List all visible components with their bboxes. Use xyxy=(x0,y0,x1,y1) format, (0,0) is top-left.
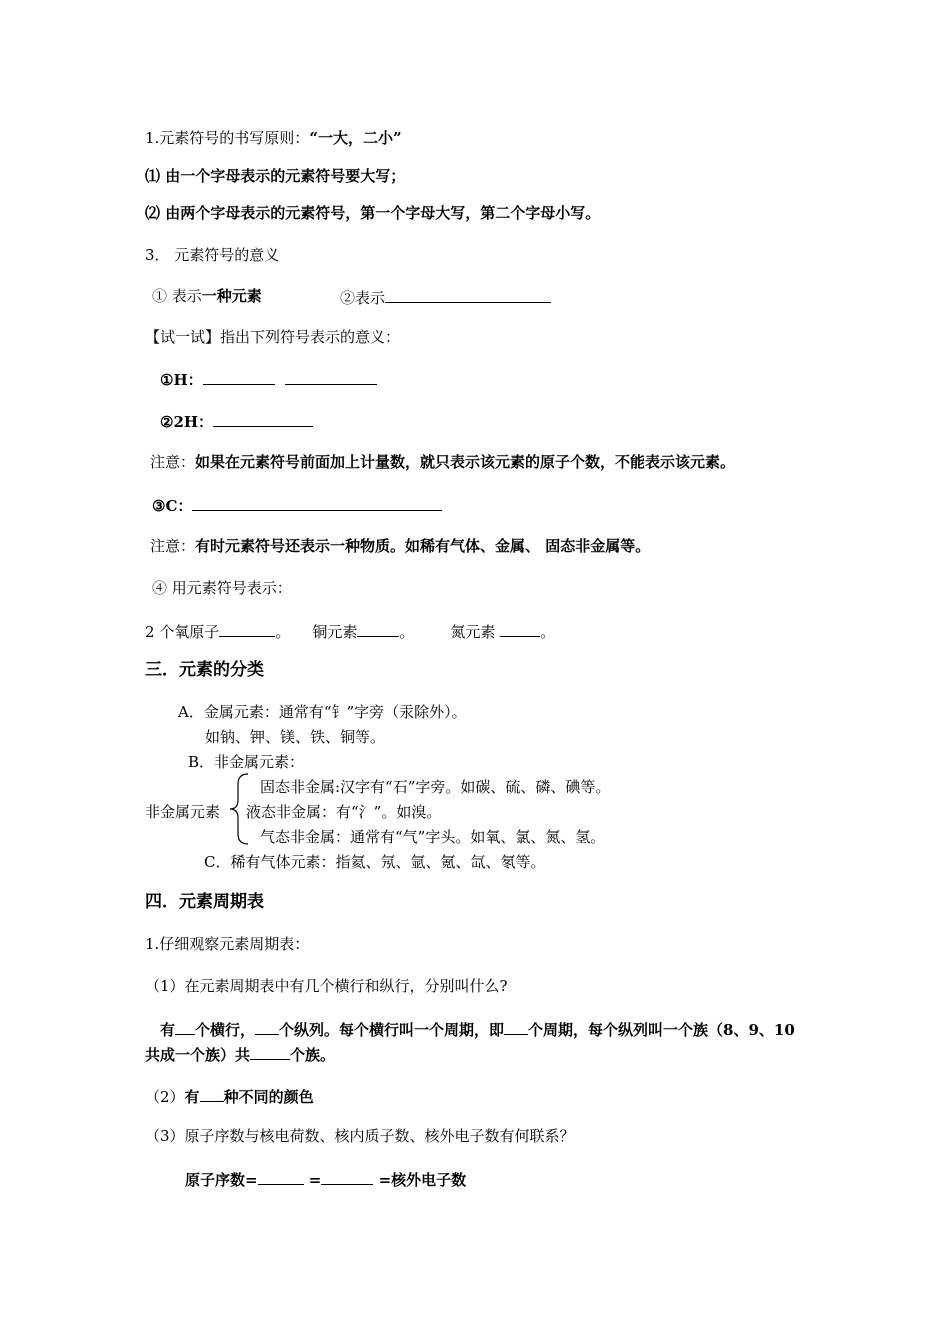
try-instruction: 指出下列符号表示的意义： xyxy=(220,328,401,346)
writing-rule-line xyxy=(145,128,402,148)
h-blank-2[interactable] xyxy=(285,368,377,385)
answer-text-a: 有 xyxy=(160,1021,176,1039)
note-line-2 xyxy=(150,536,650,556)
meaning-two-line xyxy=(340,286,551,308)
copper-element-label: 铜元素 xyxy=(312,623,358,641)
note-text-1: 如果在元素符号前面加上计量数，就只表示该元素的原子个数，不能表示该元素。 xyxy=(195,453,736,471)
try-label: 【试一试】 xyxy=(145,328,221,346)
answer-text-c: 个纵列。每个横行叫一个周期，即 xyxy=(279,1021,505,1039)
meaning-two-text: ②表示 xyxy=(340,289,386,307)
answer-text-b: 个横行， xyxy=(195,1021,256,1039)
colors-blank[interactable] xyxy=(200,1085,224,1102)
symbol-use-heading: ④ 用元素符号表示： xyxy=(152,579,292,597)
note-text-2: 有时元素符号还表示一种物质。如稀有气体、金属、 固态非金属等。 xyxy=(195,537,651,555)
electron-count-label: =核外电子数 xyxy=(373,1171,467,1189)
note-label-2: 注意： xyxy=(150,537,196,555)
meaning-one-emphasis: 一种元素 xyxy=(201,287,262,305)
colors-question xyxy=(145,1085,314,1107)
writing-rule-emphasis: “一大，二小” xyxy=(309,129,402,147)
h-question-label: ①H： xyxy=(160,371,203,389)
answer-text-f: 个族。 xyxy=(290,1046,336,1064)
c-blank[interactable] xyxy=(192,494,442,511)
try-line xyxy=(145,327,400,347)
meaning-line xyxy=(152,286,262,306)
rows-blank[interactable] xyxy=(175,1018,195,1035)
colors-text-b: 种不同的颜色 xyxy=(223,1088,314,1106)
note-line-1 xyxy=(150,452,735,472)
c-question xyxy=(152,494,442,516)
h-blank-1[interactable] xyxy=(203,368,275,385)
2h-blank[interactable] xyxy=(213,410,313,427)
columns-blank[interactable] xyxy=(255,1018,279,1035)
copper-period: 。 xyxy=(399,623,415,641)
answer-rows-line-2 xyxy=(145,1043,335,1065)
2h-question-label: ②2H： xyxy=(160,413,214,431)
gas-nonmetal: 气态非金属：通常有“气”字头。如氧、氯、氮、氢。 xyxy=(260,828,606,846)
atomic-number-question: （3）原子序数与核电荷数、核内质子数、核外电子数有何联系？ xyxy=(145,1127,575,1145)
noble-gas-elements: C．稀有气体元素：指氦、氖、氩、氪、氙、氡等。 xyxy=(204,853,546,871)
atomic-blank-2[interactable] xyxy=(321,1168,373,1185)
answer-rows-line-1 xyxy=(160,1018,795,1040)
nonmetal-label: 非金属元素 xyxy=(145,803,221,821)
answer-text-e: 共成一个族）共 xyxy=(145,1046,251,1064)
metal-examples: 如钠、钾、镁、铁、铜等。 xyxy=(205,728,386,746)
2h-question xyxy=(160,410,313,432)
writing-rule-text: 1.元素符号的书写原则： xyxy=(145,129,310,147)
copper-element-blank[interactable] xyxy=(357,620,399,637)
rule-one-letter: ⑴ 由一个字母表示的元素符号要大写； xyxy=(145,167,406,185)
atomic-blank-1[interactable] xyxy=(258,1168,304,1185)
c-question-label: ③C： xyxy=(152,497,193,515)
periodic-table-title: 四．元素周期表 xyxy=(145,892,264,912)
periods-blank[interactable] xyxy=(504,1018,528,1035)
solid-nonmetal: 固态非金属:汉字有“石”字旁。如碳、硫、磷、碘等。 xyxy=(260,778,611,796)
question-rows-columns: （1）在元素周期表中有几个横行和纵行，分别叫什么? xyxy=(145,977,508,995)
colors-number: （2） xyxy=(145,1088,185,1106)
classification-title: 三．元素的分类 xyxy=(145,660,264,680)
oxygen-period: 。 xyxy=(275,623,291,641)
meaning-one-text: ① 表示 xyxy=(152,287,202,305)
atomic-number-label: 原子序数= xyxy=(185,1171,258,1189)
nitrogen-period: 。 xyxy=(540,623,556,641)
equals-1: = xyxy=(303,1171,322,1189)
atomic-number-answer xyxy=(185,1168,466,1190)
nitrogen-element-blank[interactable] xyxy=(500,620,540,637)
meaning-two-blank[interactable] xyxy=(385,286,551,303)
answer-text-d: 个周期，每个纵列叫一个族（8、9、10 xyxy=(528,1021,795,1039)
h-question xyxy=(160,368,377,390)
colors-text-a: 有 xyxy=(184,1088,200,1106)
symbol-meaning-heading: 3． 元素符号的意义 xyxy=(145,246,280,264)
metal-elements: A．金属元素：通常有“钅”字旁（汞除外）。 xyxy=(178,703,467,721)
nitrogen-element-label: 氮元素 xyxy=(450,623,496,641)
groups-blank[interactable] xyxy=(250,1043,290,1060)
note-label-1: 注意： xyxy=(150,453,196,471)
nonmetal-heading: B．非金属元素： xyxy=(188,753,305,771)
liquid-nonmetal: 液态非金属：有“氵”。如溴。 xyxy=(246,803,442,821)
symbol-exercise-line xyxy=(145,620,555,642)
rule-two-letters: ⑵ 由两个字母表示的元素符号，第一个字母大写，第二个字母小写。 xyxy=(145,204,601,222)
oxygen-atom-blank[interactable] xyxy=(219,620,275,637)
oxygen-atom-label: 2 个氧原子 xyxy=(145,623,220,641)
observe-prompt: 1.仔细观察元素周期表： xyxy=(145,935,310,953)
